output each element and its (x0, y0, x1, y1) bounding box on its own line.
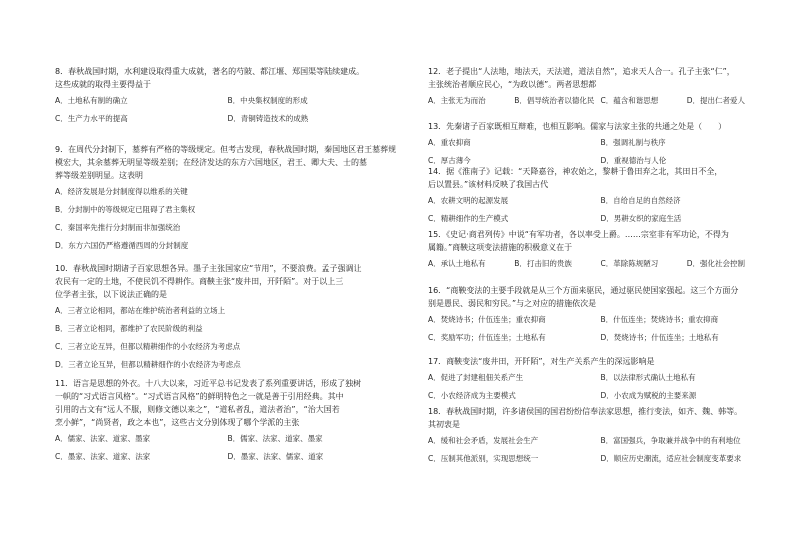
answer-option: D．三者立论互异，但都以精耕细作的小农经济为考虑点 (55, 360, 241, 369)
question-stem-line: 后以置县。”该材料反映了我国古代 (428, 180, 549, 189)
answer-option: A．土地私有制的确立 (55, 96, 128, 105)
answer-option: B．中央集权制度的形成 (227, 96, 308, 105)
answer-options (428, 371, 773, 407)
answer-option: D．顺应历史潮流，适应社会制度变革要求 (600, 454, 742, 463)
answer-option: C．压制其他派别，实现思想统一 (428, 454, 539, 463)
question-right-6 (428, 405, 773, 470)
question-left-0 (55, 65, 400, 130)
answer-option: A．儒家、法家、道家、墨家 (55, 434, 151, 443)
question-stem-line: 17．商鞅变法“废井田，开阡陌”，对生产关系产生的深远影响是 (428, 357, 655, 366)
answer-option: D．小农成为赋税的主要来源 (600, 391, 697, 400)
answer-option: C．生产力水平的提高 (55, 114, 128, 123)
question-stem-line: 10．春秋战国时期诸子百家思想各异。墨子主张国家应“节用”，不要浪费。孟子强调让 (55, 264, 362, 273)
answer-option: D．强化社会控制 (686, 259, 746, 268)
answer-option: D．男耕女织的家庭生活 (600, 214, 682, 223)
answer-option: A．重农抑商 (428, 138, 471, 147)
answer-option: C．精耕细作的生产模式 (428, 214, 509, 223)
answer-option: B．自给自足的自然经济 (600, 196, 681, 205)
answer-option: A．缓和社会矛盾，发展社会生产 (428, 436, 539, 445)
question-stem-line: 烹小鲜”，“尚贤者，政之本也”，这些古文分别体现了哪个学派的主张 (55, 418, 300, 427)
question-stem-line: 其初衷是 (428, 420, 460, 429)
answer-option: D．墨家、法家、儒家、道家 (227, 452, 324, 461)
answer-option: B．打击旧的贵族 (514, 259, 572, 268)
question-stem-line: 别是愚民、弱民和穷民。”与之对应的措施依次是 (428, 299, 597, 308)
answer-option: D．焚烧诗书；什伍连坐；土地私有 (600, 333, 719, 342)
answer-option: A．承认土地私有 (428, 259, 486, 268)
answer-option: B．分封制中的等级规定已阻碍了君主集权 (55, 205, 196, 214)
question-stem-line: 引用的古文有“远人不服，则修文德以来之”，“道私者乱，道法者治”，“治大国若 (55, 405, 340, 414)
question-stem-line: 14．据《淮南子》记载：“天降嘉谷，神农始之，黎耕于鲁田弃之北，其田日不全， (428, 167, 723, 176)
question-stem-line: 主张统治者顺应民心，“为政以德”。两者思想都 (428, 80, 597, 89)
question-stem-line: 18．春秋战国时期，许多诸侯国的国君纷纷信奉法家思想，推行变法，如齐、魏、韩等。 (428, 407, 743, 416)
answer-option: D．青铜铸造技术的成熟 (227, 114, 309, 123)
answer-option: D．提出仁者爱人 (686, 96, 746, 105)
question-right-5 (428, 355, 773, 407)
answer-option: B．三者立论相同，都维护了农民阶级的利益 (55, 324, 203, 333)
question-stem-line: 11．语言是思想的外衣。十八大以来，习近平总书记发表了系列重要讲话，形成了独树 (55, 379, 362, 388)
question-stem-line: 葬等级差别明显。这表明 (55, 171, 143, 180)
question-stem-line: 模宏大，其余墓葬无明显等级差别；在经济发达的东方六国地区，君王、卿大夫、士的墓 (55, 158, 367, 167)
question-stem-line: 农民有一定的土地，不使民饥不得耕作。商鞅主张“废井田，开阡陌”。对于以上三 (55, 277, 344, 286)
answer-options (55, 94, 400, 130)
question-left-2 (55, 262, 400, 376)
answer-option: C．小农经济成为主要模式 (428, 391, 516, 400)
answer-option: C．蕴含和谐思想 (600, 96, 659, 105)
question-stem-line: 16．“商鞅变法的主要手段就是从三个方面来驱民，通过驱民使国家强起。这三个方面分 (428, 286, 739, 295)
question-stem-line: 属籍。”商鞅这项变法措施的积极意义在于 (428, 243, 573, 252)
question-stem-line: 12．老子提出“人法地，地法天，天法道，道法自然”，追求天人合一。孔子主张“仁”， (428, 67, 735, 76)
answer-options (428, 94, 773, 112)
question-left-3 (55, 377, 400, 468)
answer-option: C．三者立论互异，但都以精耕细作的小农经济为考虑点 (55, 342, 241, 351)
question-stem-line: 这些成就的取得主要得益于 (55, 80, 151, 89)
answer-options (55, 185, 400, 257)
answer-option: B．强调礼制与秩序 (600, 138, 666, 147)
answer-option: A．焚烧诗书；什伍连坐；重农抑商 (428, 315, 546, 324)
question-stem-line: 一帜的“习式语言风格”。“习式语言风格”的鲜明特色之一就是善于引用经典。其中 (55, 392, 344, 401)
answer-option: A．促进了封建租佃关系产生 (428, 373, 524, 382)
answer-option: A．三者立论相同，都站在维护统治者利益的立场上 (55, 306, 226, 315)
answer-option: B．富国强兵，争取兼并战争中的有利地位 (600, 436, 741, 445)
answer-option: C．秦国率先推行分封制而非加强统治 (55, 223, 181, 232)
question-right-0 (428, 65, 773, 112)
answer-option: A．农耕文明的起源发展 (428, 196, 509, 205)
answer-option: C．革除陈规陋习 (600, 259, 659, 268)
answer-option: A．经济发展是分封制度得以维系的关键 (55, 187, 188, 196)
answer-options (428, 257, 773, 275)
answer-option: B．倡导统治者以德化民 (514, 96, 595, 105)
question-left-1 (55, 143, 400, 257)
answer-options (55, 304, 400, 376)
answer-options (428, 434, 773, 470)
answer-option: C．奖励军功；什伍连坐；土地私有 (428, 333, 546, 342)
question-stem-line: 位学者主张，以下说法正确的是 (55, 290, 167, 299)
answer-option: D．重视德治与人伦 (600, 156, 667, 165)
answer-options (428, 313, 773, 349)
answer-option: A．主张无为而治 (428, 96, 486, 105)
answer-option: B．什伍连坐；焚烧诗书；重农抑商 (600, 315, 719, 324)
question-stem-line: 8．春秋战国时期，水利建设取得重大成就，著名的芍陂、都江堰、郑国渠等陆续建成。 (55, 67, 365, 76)
question-stem-line: 15．《史记·商君列传》中说“有军功者，各以率受上爵。……宗室非有军功论，不得为 (428, 230, 729, 239)
question-right-2 (428, 165, 773, 230)
answer-options (428, 194, 773, 230)
answer-option: D．东方六国仍严格遵循西周的分封制度 (55, 241, 189, 250)
question-stem-line: 9．在周代分封制下，墓葬有严格的等级规定。但考古发现，春秋战国时期，秦国地区君王墓葬规 (55, 145, 397, 154)
question-right-4 (428, 284, 773, 349)
answer-options (55, 432, 400, 468)
answer-option: C．墨家、法家、道家、法家 (55, 452, 151, 461)
question-stem-line: 13．先秦诸子百家既相互辩难，也相互影响。儒家与法家主张的共通之处是（ ） (428, 122, 727, 131)
answer-option: B．以法律形式确认土地私有 (600, 373, 696, 382)
answer-option: B．儒家、法家、道家、墨家 (227, 434, 323, 443)
answer-option: C．厚古薄今 (428, 156, 471, 165)
question-right-3 (428, 228, 773, 275)
